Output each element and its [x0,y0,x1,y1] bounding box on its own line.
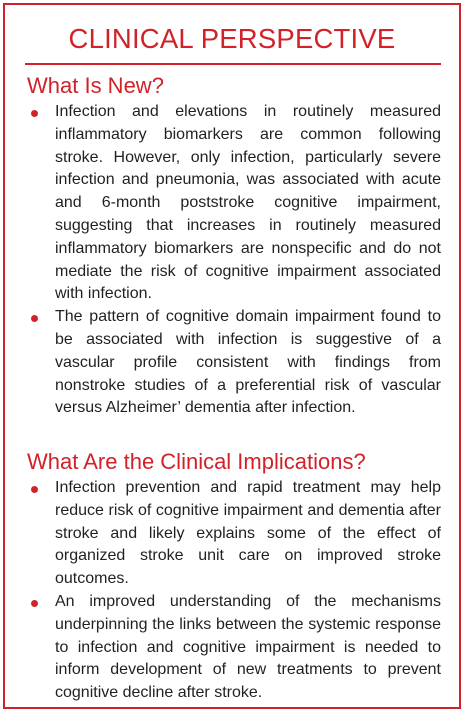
section-heading: What Are the Clinical Implications? [27,449,366,474]
title-divider [25,63,441,65]
section-clinical-implications [27,449,441,705]
list-item [27,591,441,705]
list-item [27,306,441,420]
list-item [27,477,441,591]
section-what-is-new [27,73,441,420]
bullet-dot-icon [31,110,38,117]
list-item-text: Infection and elevations in routinely measured inflammatory biomarkers are common following stroke. However, only infection, particularly severe infection and pneumonia, was associated with acute and 6-month poststroke cognitive impairment, suggesting that increases in routinely measured inflammatory biomarkers are nonspecific and do not mediate the risk of cognitive impairment associated with infection. [55,103,441,303]
bullet-dot-icon [31,315,38,322]
list-item-text: Infection prevention and rapid treatment may help reduce risk of cognitive impairment and dementia after stroke and likely explains some of the effect of organized stroke unit care on improved stroke outcomes. [55,479,441,588]
box-title: CLINICAL PERSPECTIVE [68,23,396,54]
bullet-dot-icon [31,600,38,607]
list-item [27,101,441,306]
clinical-perspective-box [3,3,461,709]
list-item-text: An improved understanding of the mechanisms underpinning the links between the systemic response to infection and cognitive impairment is needed to inform development of new treatments to prevent cognitive decline after stroke. [55,592,441,702]
list-item-text: The pattern of cognitive domain impairment found to be associated with infection is suggestive of a vascular profile consistent with findings from nonstroke studies of a preferential risk of vascular versus Alzheimer’ dementia after infection. [55,308,441,417]
bullet-dot-icon [31,486,38,493]
section-heading: What Is New? [27,73,164,98]
